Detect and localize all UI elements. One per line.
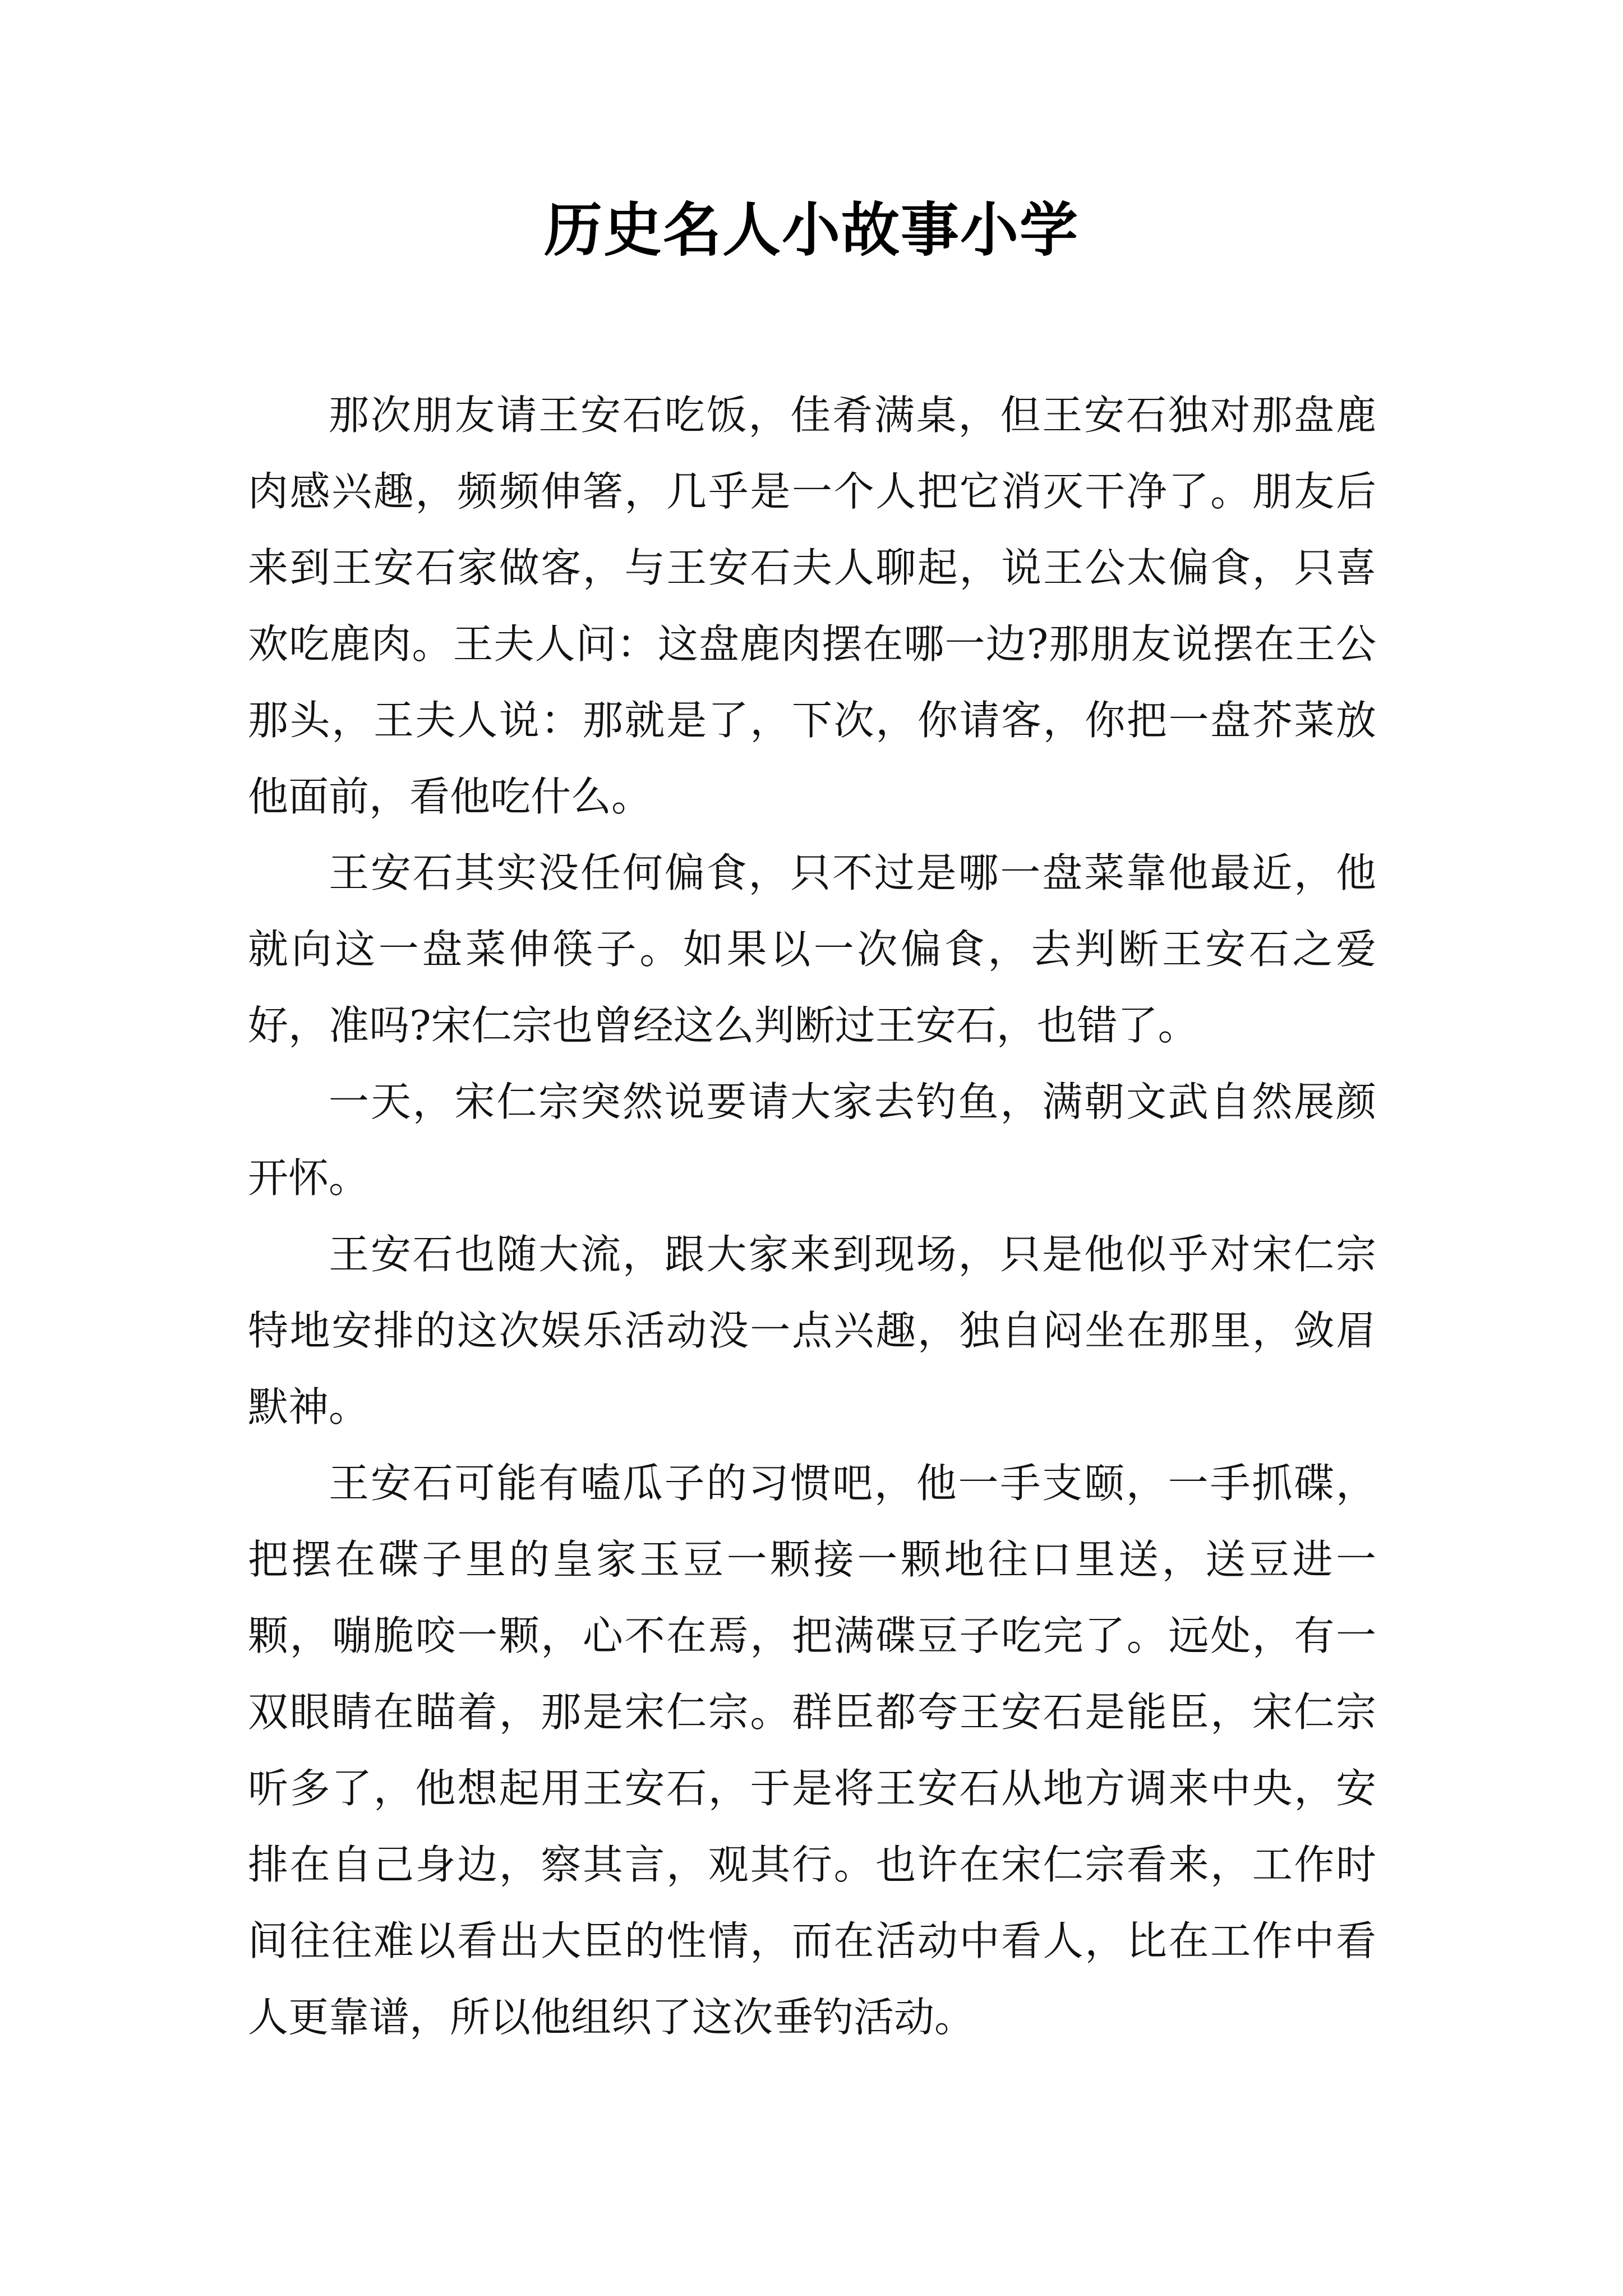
paragraph: 一天，宋仁宗突然说要请大家去钓鱼，满朝文武自然展颜开怀。 bbox=[248, 1078, 1376, 1202]
document-title: 历史名人小故事小学 bbox=[543, 195, 1079, 264]
paragraph: 那次朋友请王安石吃饭，佳肴满桌，但王安石独对那盘鹿肉感兴趣，频频伸箸，几乎是一个人把它消灭干净了。朋友后来到王安石家做客，与王安石夫人聊起，说王公太偏食，只喜欢吃鹿肉。王夫人问：这盘鹿肉摆在哪一边?那朋友说摆在王公那头，王夫人说：那就是了，下次，你请客，你把一盘芥菜放他面前，看他吃什么。 bbox=[248, 392, 1376, 820]
paragraph: 王安石其实没任何偏食，只不过是哪一盘菜靠他最近，他就向这一盘菜伸筷子。如果以一次偏食，去判断王安石之爱好，准吗?宋仁宗也曾经这么判断过王安石，也错了。 bbox=[248, 849, 1376, 1049]
paragraph: 王安石也随大流，跟大家来到现场，只是他似乎对宋仁宗特地安排的这次娱乐活动没一点兴趣，独自闷坐在那里，敛眉默神。 bbox=[248, 1231, 1376, 1430]
paragraph: 王安石可能有嗑瓜子的习惯吧，他一手支颐，一手抓碟，把摆在碟子里的皇家玉豆一颗接一颗地往口里送，送豆进一颗，嘣脆咬一颗，心不在焉，把满碟豆子吃完了。远处，有一双眼睛在瞄着，那是宋仁宗。群臣都夸王安石是能臣，宋仁宗听多了，他想起用王安石，于是将王安石从地方调来中央，安排在自己身边，察其言，观其行。也许在宋仁宗看来，工作时间往往难以看出大臣的性情，而在活动中看人，比在工作中看人更靠谱，所以他组织了这次垂钓活动。 bbox=[248, 1460, 1376, 2041]
document-body bbox=[248, 377, 1376, 2055]
